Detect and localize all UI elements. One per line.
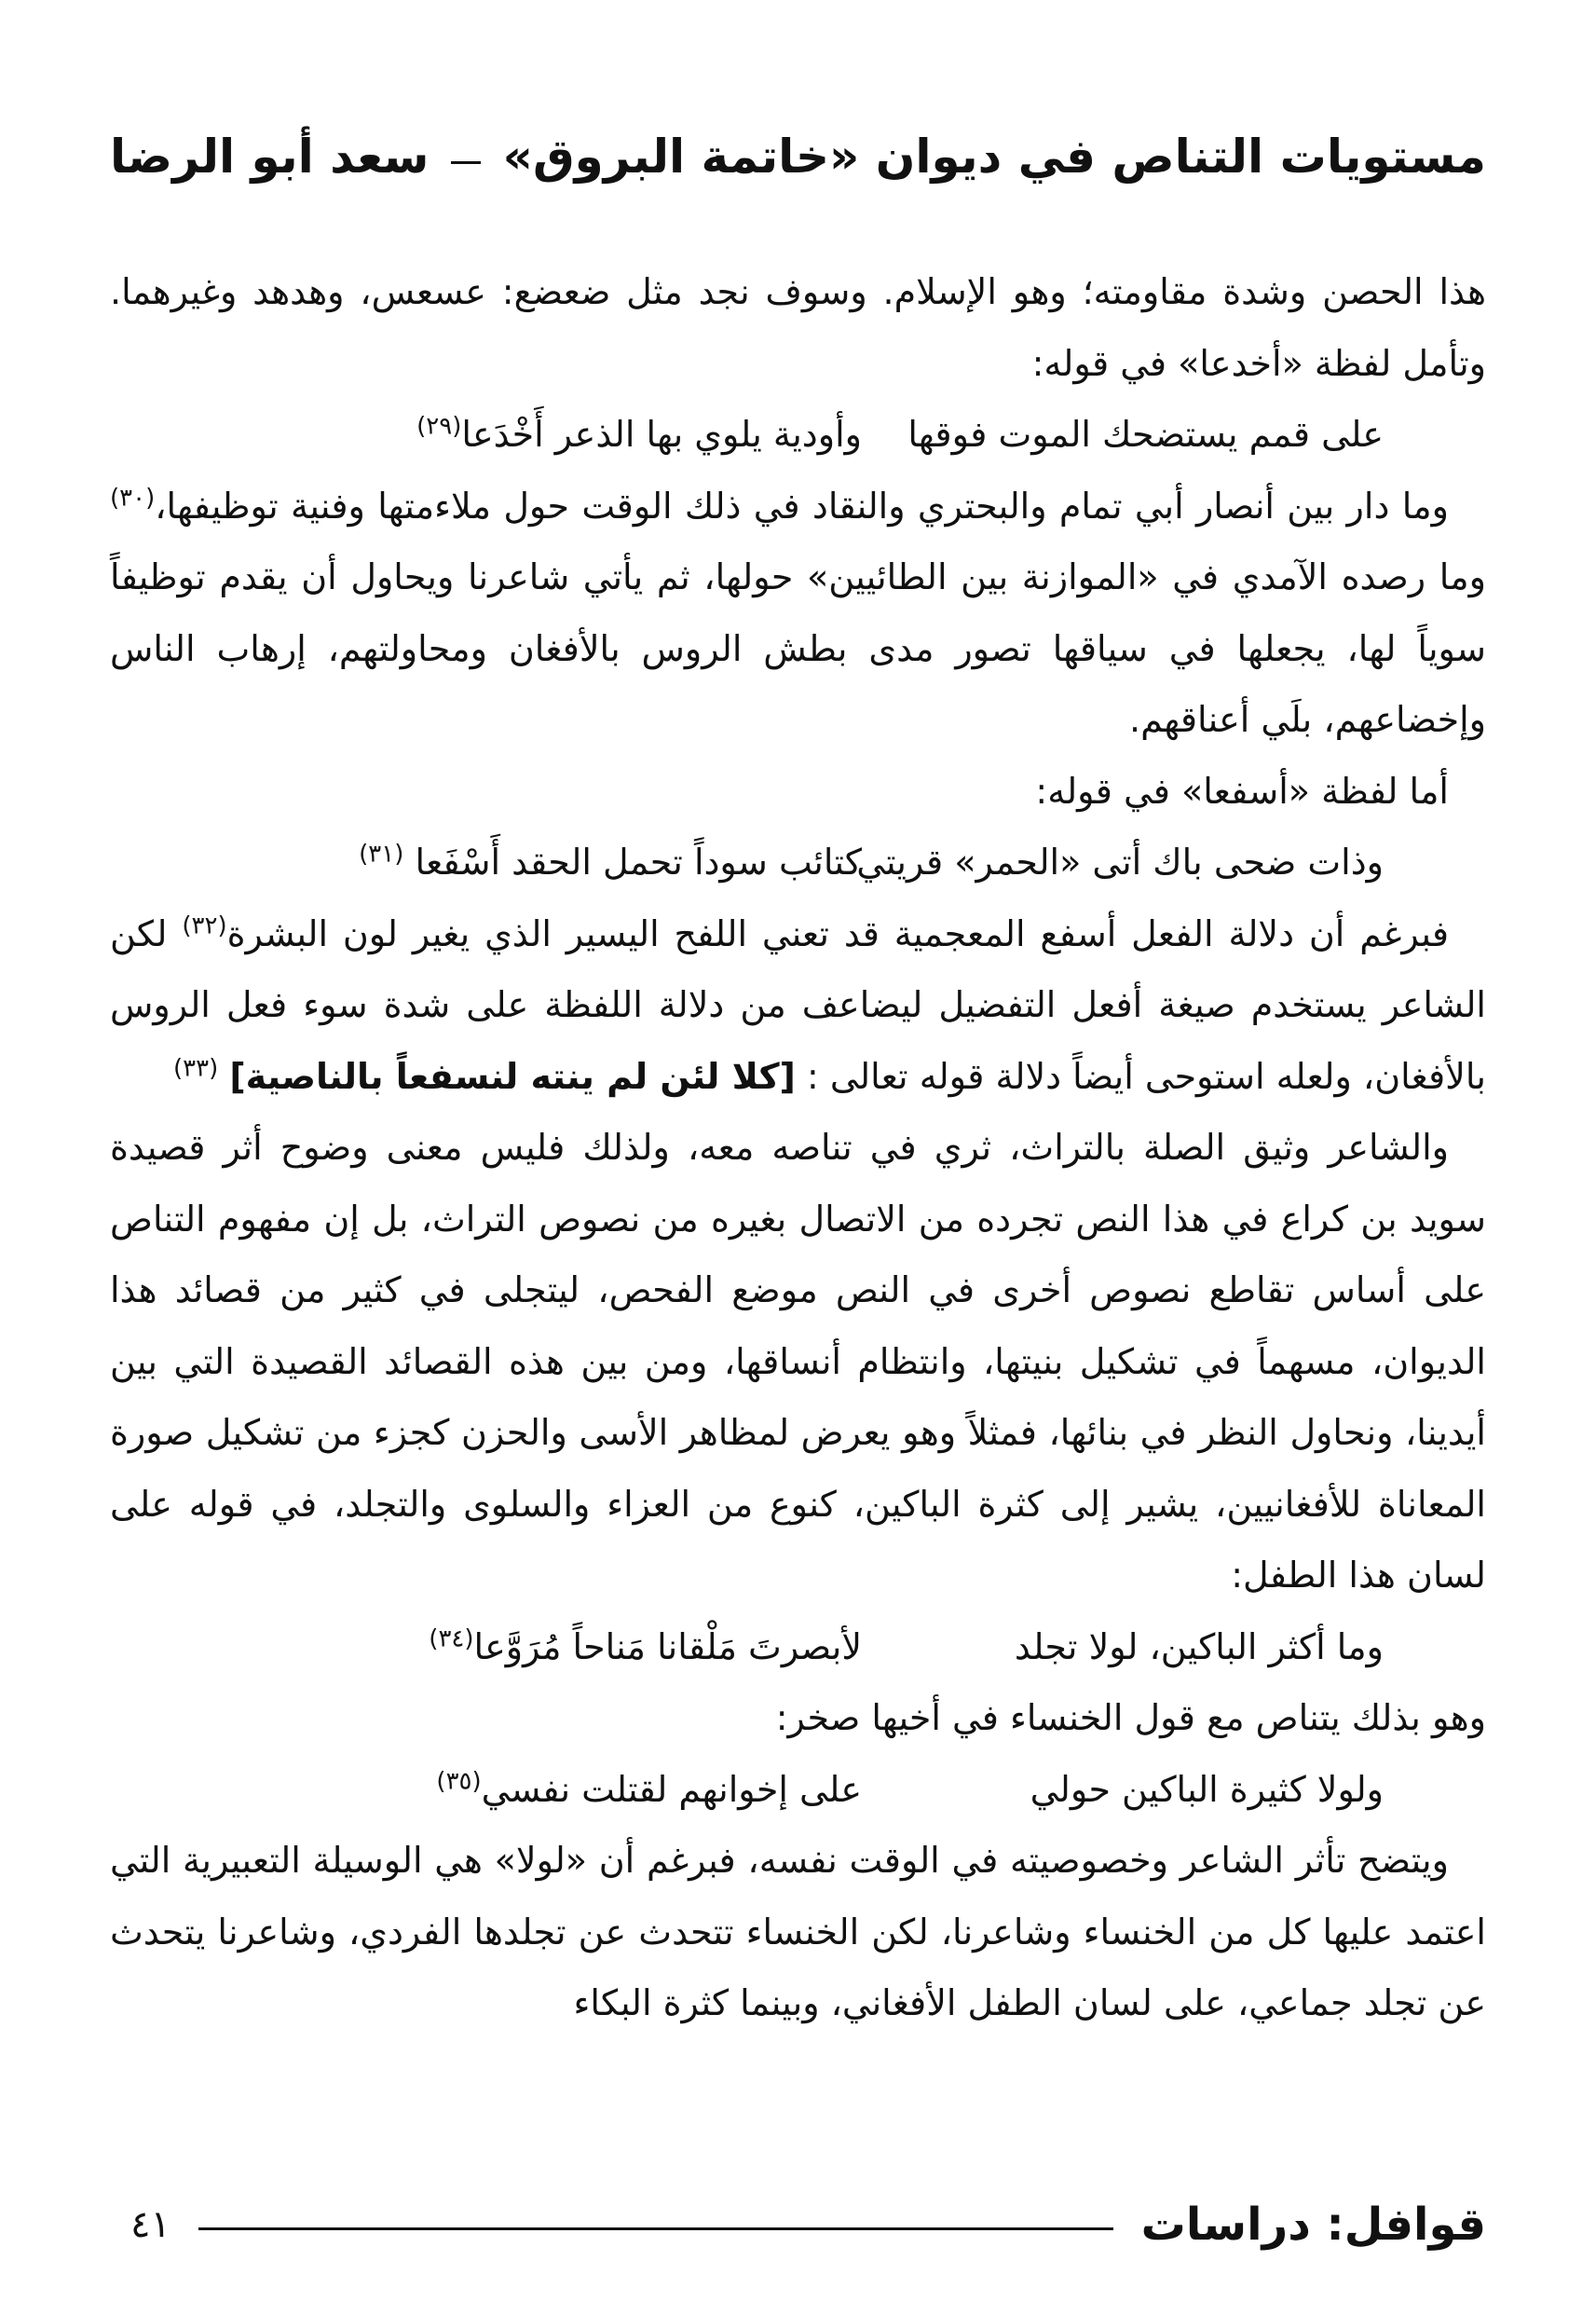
verse-1-second-text: وأودية يلوي بها الذعر أَخْدَعا [461,414,862,455]
header-author: سعد أبو الرضا [110,130,430,184]
quran-quote: [كلا لئن لم ينته لنسفعاً بالناصية] [229,1055,796,1097]
verse-1-second-hemistich [416,399,862,471]
verse-3-second-hemistich [429,1611,862,1683]
footnote-ref-29: (٢٩) [416,412,462,441]
verse-1 [110,399,1486,471]
page-footer [130,2192,1486,2257]
verse-3-first-hemistich: وما أكثر الباكين، لولا تجلد [1014,1625,1384,1667]
footer-rule [198,2227,1113,2230]
paragraph-1 [110,256,1486,399]
footnote-ref-30: (٣٠) [110,483,156,512]
footnote-ref-31: (٣١) [359,840,404,869]
paragraph-7 [110,1825,1486,2039]
paragraph-4 [110,898,1486,1113]
running-header [110,119,1486,194]
verse-2-first-hemistich: وذات ضحى باك أتى «الحمر» قريتي [856,842,1384,883]
paragraph-6 [110,1682,1486,1754]
verse-2 [110,827,1486,898]
paragraph-6-text: وهو بذلك يتناص مع قول الخنساء في أخيها صخر: [775,1697,1486,1738]
verse-4 [110,1754,1486,1826]
paragraph-7-text: ويتضح تأثر الشاعر وخصوصيته في الوقت نفسه، فبرغم أن «لولا» هي الوسيلة التعبيرية التي اعتمد عليها كل من الخنساء وشاعرنا، لكن الخنساء تتحدث عن تجلدها الفردي، وشاعرنا يتحدث عن تجلد جماعي، على لسان الطفل الأفغاني، وبينما كثرة البكاء [110,1840,1486,2023]
header-rule [451,161,480,164]
paragraph-1-text: هذا الحصن وشدة مقاومته؛ وهو الإسلام. وسوف نجد مثل ضعضع: عسعس، وهدهد وغيرهما. وتأمل لفظة «أخدعا» في قوله: [110,271,1486,384]
footnote-ref-32: (٣٢) [182,911,227,939]
article-body [110,256,1486,2039]
verse-4-second-text: على إخوانهم لقتلت نفسي [481,1768,862,1810]
paragraph-3-text: أما لفظة «أسفعا» في قوله: [1035,770,1449,812]
paragraph-5-text: والشاعر وثيق الصلة بالتراث، ثري في تناصه معه، ولذلك فليس معنى وضوح أثر قصيدة سويد بن كراع في هذا النص تجرده من الاتصال بغيره من نصوص التراث، بل إن مفهوم التناص على أساس تقاطع نصوص أخرى في النص موضع الفحص، ليتجلى في كثير من قصائد هذا الديوان، مسهماً في تشكيل بنيتها، وانتظام أنساقها، ومن بين هذه القصائد القصيدة التي بين أيدينا، ونحاول النظر في بنائها، فمثلاً وهو يعرض لمظاهر الأسى والحزن كجزء من تشكيل صورة المعاناة للأفغانيين، يشير إلى كثرة الباكين، كنوع من العزاء والسلوى والتجلد، في قوله على لسان هذا الطفل: [110,1127,1486,1596]
paragraph-2 [110,471,1486,756]
footer-journal: قوافل: دراسات [1140,2199,1486,2251]
paragraph-5 [110,1112,1486,1611]
footnote-ref-33: (٣٣) [172,1053,219,1082]
paragraph-3 [110,756,1486,828]
verse-1-first-hemistich: على قمم يستضحك الموت فوقها [907,414,1384,455]
footnote-ref-34: (٣٤) [429,1624,474,1652]
page-number: ٤١ [130,2203,171,2246]
verse-4-first-hemistich: ولولا كثيرة الباكين حولي [1030,1768,1384,1810]
verse-3-second-text: لأبصرتَ مَلْقانا مَناحاً مُرَوَّعا [473,1625,862,1667]
verse-2-second-hemistich [359,827,862,898]
paragraph-2a-text: وما دار بين أنصار أبي تمام والبحتري والنقاد في ذلك الوقت حول ملاءمتها وفنية توظيفها، [155,485,1449,527]
verse-4-second-hemistich [436,1754,862,1826]
verse-2-second-text: كتائب سوداً تحمل الحقد أَسْفَعا [415,842,862,883]
paragraph-4a-text: فبرغم أن دلالة الفعل أسفع المعجمية قد تعني اللفح اليسير الذي يغير لون البشرة [226,912,1449,954]
header-title: مستويات التناص في ديوان «خاتمة البروق» [502,130,1486,184]
paragraph-2b-text: وما رصده الآمدي في «الموازنة بين الطائيين» حولها، ثم يأتي شاعرنا ويحاول أن يقدم توظيفاً سوياً لها، يجعلها في سياقها تصور مدى بطش الروس بالأفغان ومحاولتهم، إرهاب الناس وإخضاعهم، بلَي أعناقهم. [110,556,1486,740]
footnote-ref-35: (٣٥) [436,1766,482,1795]
paragraph-4b-text: لكن الشاعر يستخدم صيغة أفعل التفضيل ليضاعف من دلالة اللفظة على شدة سوء فعل الروس بالأفغان، ولعله استوحى أيضاً دلالة قوله تعالى : [110,912,1486,1097]
verse-3 [110,1611,1486,1683]
